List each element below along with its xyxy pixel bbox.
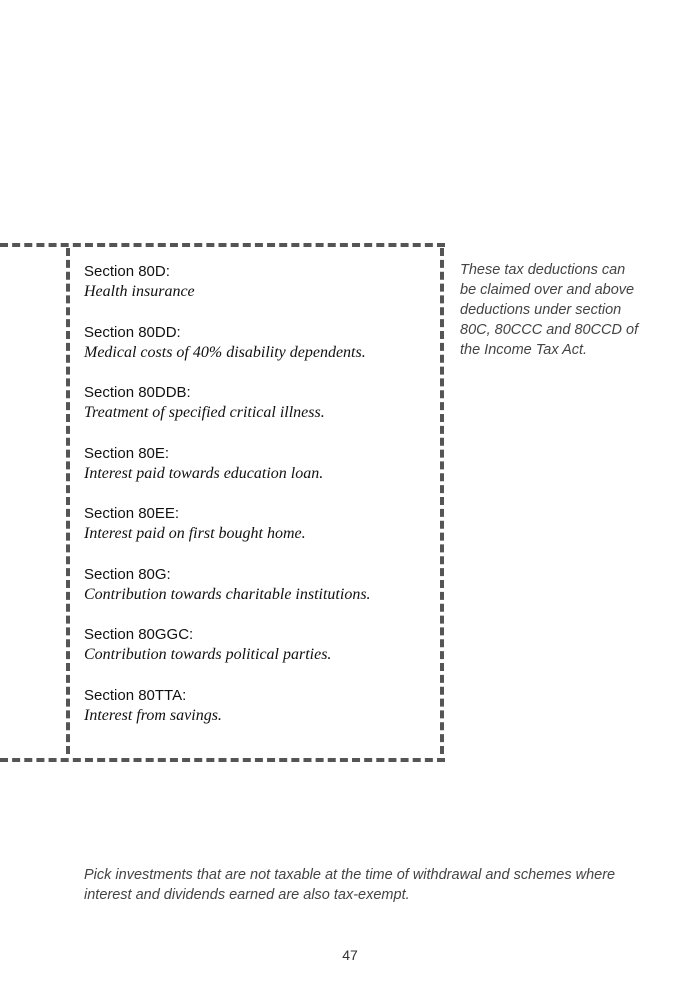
section-item: [84, 262, 434, 323]
section-title: Section 80TTA:: [84, 686, 187, 704]
section-title: Section 80GGC:: [84, 626, 194, 643]
section-title: Section 80G:: [84, 565, 171, 583]
dashed-border-top: [0, 243, 445, 247]
section-title: Section 80EE:: [84, 505, 180, 522]
section-item: [84, 625, 434, 686]
dashed-border-left: [66, 248, 70, 754]
section-title: Section 80E:: [84, 444, 170, 462]
section-item: [84, 504, 434, 565]
section-item: [84, 383, 434, 444]
dashed-border-bottom: [0, 758, 445, 762]
section-item: [84, 323, 434, 384]
section-description: Contribution towards political parties.: [84, 646, 332, 663]
page-number: 47: [342, 947, 358, 963]
dashed-border-right: [440, 248, 444, 754]
section-description: Interest paid towards education loan.: [84, 464, 324, 482]
section-description: Treatment of specified critical illness.: [84, 404, 325, 421]
section-description: Health insurance: [84, 283, 195, 300]
section-title: Section 80DDB:: [84, 384, 191, 401]
section-title: Section 80DD:: [84, 323, 181, 341]
section-item: [84, 444, 434, 505]
footer-note: Pick investments that are not taxable at the time of withdrawal and schemes where interest and dividends earned are also tax-exempt.: [84, 867, 616, 903]
deduction-sections-list: [84, 262, 434, 746]
section-description: Interest from savings.: [84, 706, 222, 724]
section-description: Interest paid on first bought home.: [84, 525, 306, 542]
section-item: [84, 686, 434, 747]
section-item: [84, 565, 434, 626]
section-title: Section 80D:: [84, 263, 170, 280]
section-description: Medical costs of 40% disability dependents.: [84, 343, 366, 361]
section-description: Contribution towards charitable institutions.: [84, 585, 371, 603]
side-note: These tax deductions can be claimed over and above deductions under section 80C, 80CCC and 80CCD of the Income Tax Act.: [460, 262, 639, 358]
